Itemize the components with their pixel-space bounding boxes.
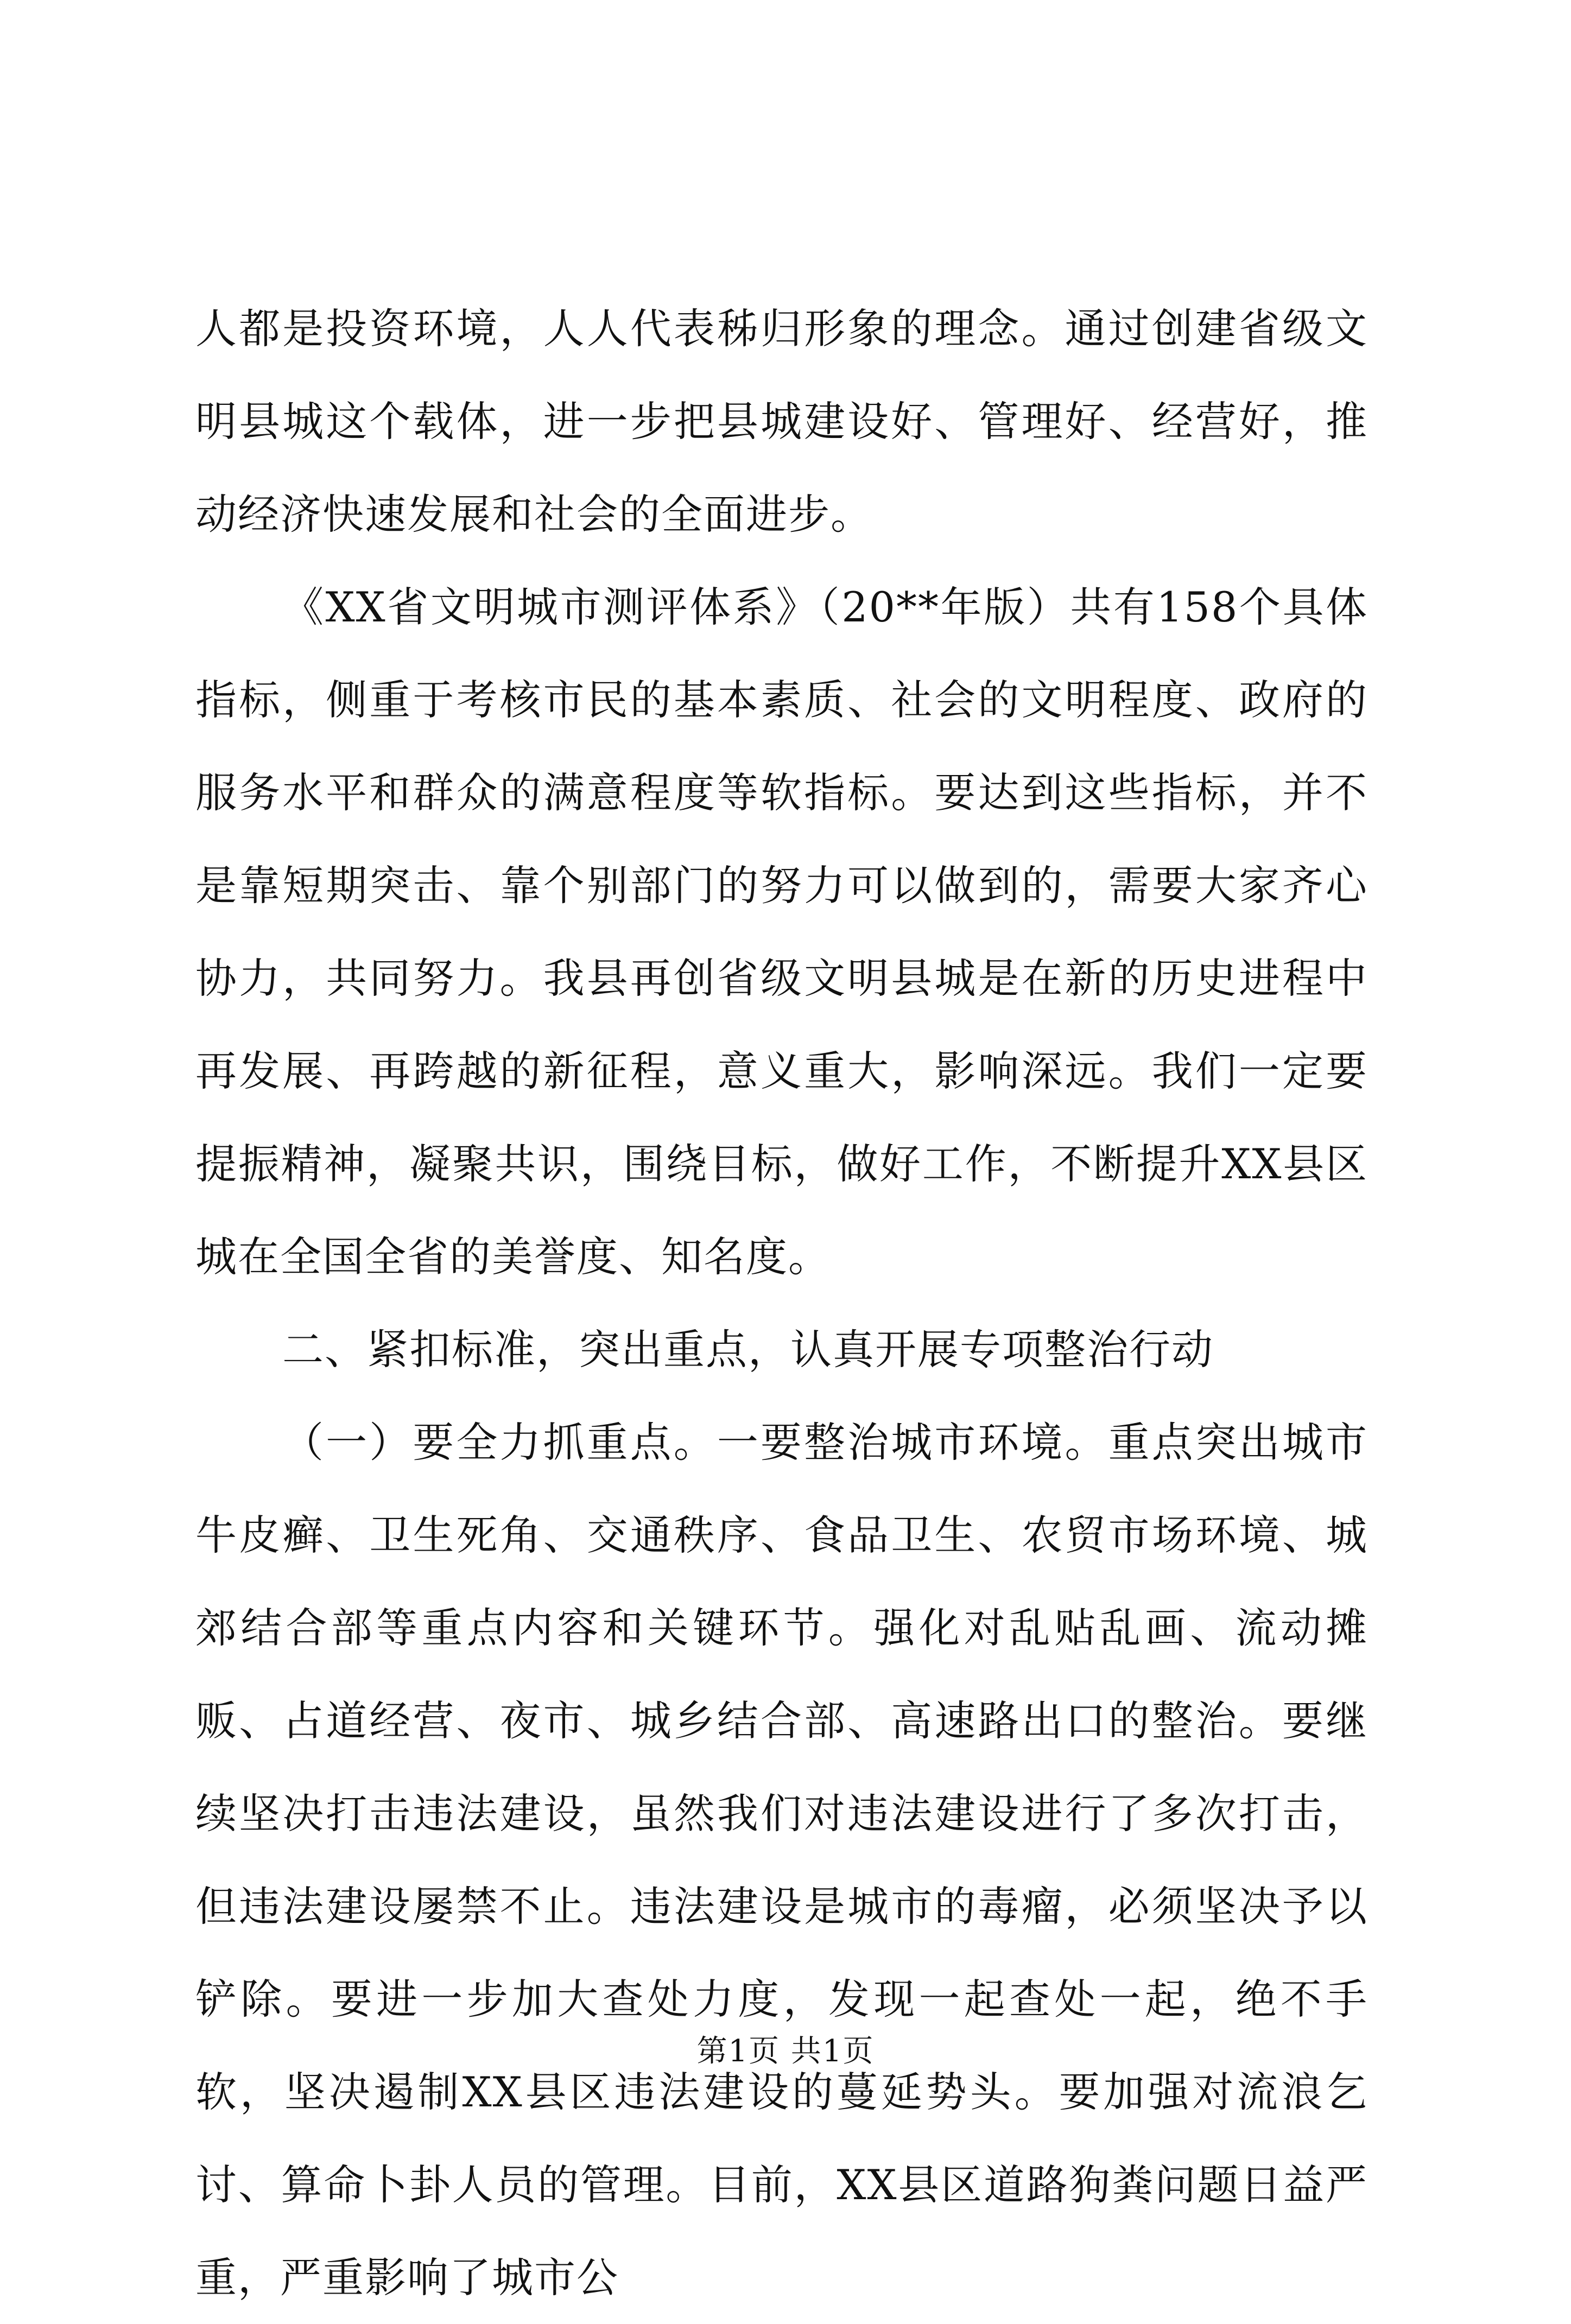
page-footer: 第1页 共1页 [696, 2034, 875, 2069]
paragraph-key-points: （一）要全力抓重点。一要整治城市环境。重点突出城市牛皮癣、卫生死角、交通秩序、食品卫生、农贸市场环境、城郊结合部等重点内容和关键环节。强化对乱贴乱画、流动摊贩、占道经营、夜市、城乡结合部、高速路出口的整治。要继续坚决打击违法建设，虽然我们对违法建设进行了多次打击，但违法建设屡禁不止。违法建设是城市的毒瘤，必须坚决予以铲除。要进一步加大查处力度，发现一起查处一起，绝不手软，坚决遏制XX县区违法建设的蔓延势头。要加强对流浪乞讨、算命卜卦人员的管理。目前，XX县区道路狗粪问题日益严重，严重影响了城市公 [195, 1418, 1368, 2302]
section-heading: 二、紧扣标准，突出重点，认真开展专项整治行动 [282, 1325, 1214, 1374]
document-body [195, 282, 1368, 2324]
paragraph-evaluation-system: 《XX省文明城市测评体系》（20**年版）共有158个具体指标，侧重于考核市民的基本素质、社会的文明程度、政府的服务水平和群众的满意程度等软指标。要达到这些指标，并不是靠短期突击、靠个别部门的努力可以做到的，需要大家齐心协力，共同努力。我县再创省级文明县城是在新的历史进程中再发展、再跨越的新征程，意义重大，影响深远。我们一定要提振精神，凝聚共识，围绕目标，做好工作，不断提升XX县区城在全国全省的美誉度、知名度。 [195, 583, 1368, 1281]
paragraph-continuation: 人都是投资环境，人人代表秭归形象的理念。通过创建省级文明县城这个载体，进一步把县城建设好、管理好、经营好，推动经济快速发展和社会的全面进步。 [195, 304, 1368, 538]
